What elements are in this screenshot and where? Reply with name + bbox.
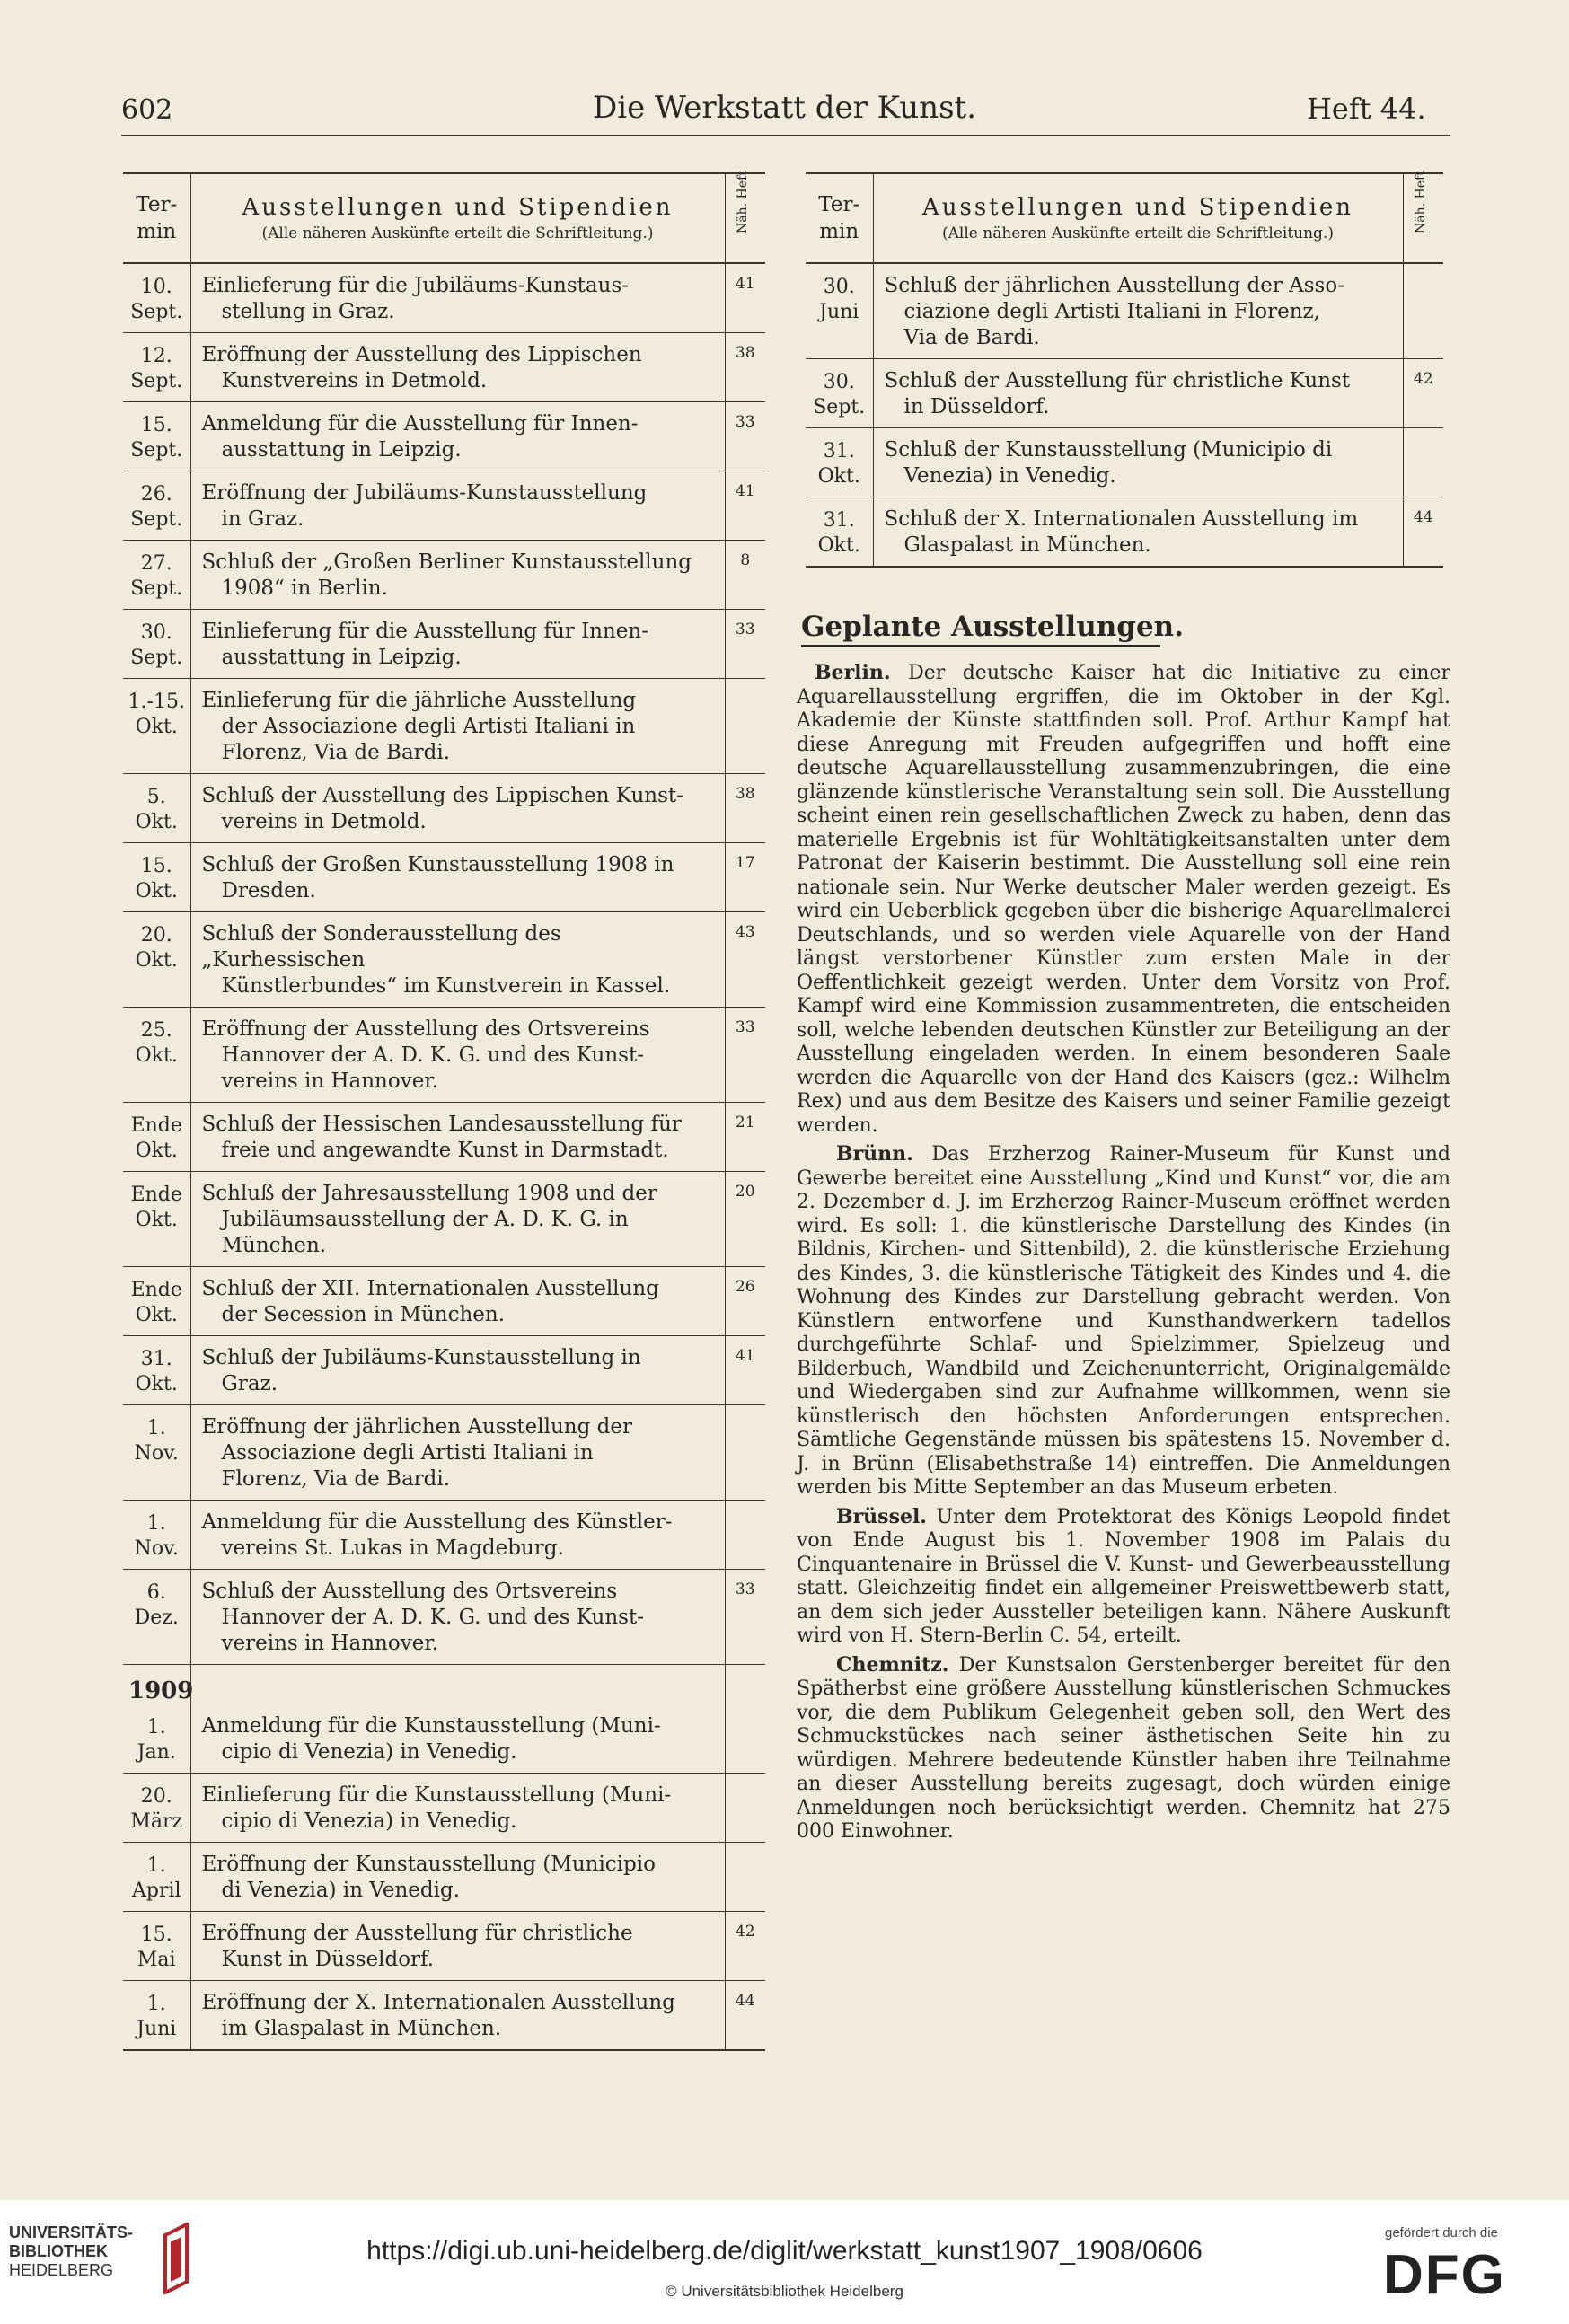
entry-text: Schluß der Ausstellung für christliche Kunst in Düsseldorf. xyxy=(873,359,1403,428)
table-row xyxy=(806,263,1443,359)
table-row xyxy=(123,1336,765,1405)
issue-reference xyxy=(725,1774,765,1843)
issue-reference xyxy=(725,1843,765,1912)
reference-header: Näh. Heft xyxy=(1403,173,1443,263)
table-row xyxy=(123,912,765,1008)
termin-header: Ter-min xyxy=(123,173,190,263)
entry-text: Anmeldung für die Kunstausstellung (Muni- cipio di Venezia) in Venedig. xyxy=(190,1704,725,1774)
date-cell: 10. Sept. xyxy=(130,276,183,323)
date-cell: 31. Okt. xyxy=(123,1336,190,1405)
library-name: UNIVERSITÄTS- BIBLIOTHEK HEIDELBERG xyxy=(9,2223,134,2279)
entry-text: Anmeldung für die Ausstellung für Innen- ausstattung in Leipzig. xyxy=(190,402,725,471)
date-cell: 30. Sept. xyxy=(806,359,873,428)
table-row xyxy=(123,402,765,471)
table-row xyxy=(123,1405,765,1501)
table-row xyxy=(123,1570,765,1665)
heading-underline xyxy=(801,645,1160,647)
place-name: Brünn. xyxy=(836,1142,913,1166)
entry-text: Schluß der Ausstellung des Lippischen Kunst- vereins in Detmold. xyxy=(190,774,725,843)
funding-note: gefördert durch die xyxy=(1385,2225,1498,2240)
date-cell: 15. Sept. xyxy=(123,402,190,471)
table-row xyxy=(806,359,1443,428)
date-cell: 15. Mai xyxy=(123,1912,190,1981)
table-row xyxy=(123,263,765,333)
issue-reference: 44 xyxy=(725,1981,765,2051)
table-row xyxy=(123,1008,765,1103)
article-paragraph: Berlin. Der deutsche Kaiser hat die Initiative zu einer Aquarellausstellung ergriffen, die im Oktober in der Kgl. Akademie der Künste stattfinden soll. Prof. Arthur Kampf hat diese Anregung mit Freuden aufgegriffen und hofft eine deutsche Aquarellausstellung zusammenzubringen, die eine glänzende künstlerische Veranstaltung sein soll. Die Ausstellung scheint einen rein gesellschaftlichen Zweck zu haben, denn das materielle Ergebnis ist für Wohltätigkeitsanstalten unter dem Patronat der Kaiserin bestimmt. Die Ausstellung soll eine rein nationale sein. Nur Werke deutscher Maler werden gezeigt. Es wird ein Ueberblick gegeben über die bisherige Aquarellmalerei Deutschlands, und so werden viele Aquarelle von der Hand längst verstorbener Künstler zum ersten Male in der Oeffentlichkeit gezeigt werden. Unter dem Vorsitz von Prof. Kampf wird eine Kommission zusammentreten, die entscheiden soll, welche lebenden deutschen Künstler zur Beteiligung an der Ausstellung eingeladen werden. In einem besonderen Saale werden die Aquarelle von der Hand des Kaisers (gez.: Wilhelm Rex) und aus dem Besitze des Kaisers und seiner Familie gezeigt werden. xyxy=(797,661,1451,1137)
date-cell: 20. Okt. xyxy=(123,912,190,1008)
table-row xyxy=(123,774,765,843)
date-cell: 12. Sept. xyxy=(123,333,190,402)
title-header: Ausstellungen und Stipendien (Alle näheren Auskünfte erteilt die Schriftleitung.) xyxy=(190,173,725,263)
table-row xyxy=(123,333,765,402)
issue-reference: 21 xyxy=(725,1103,765,1172)
issue-reference: 20 xyxy=(725,1172,765,1267)
entry-text: Schluß der Kunstausstellung (Municipio di Venezia) in Venedig. xyxy=(873,428,1403,497)
place-name: Brüssel. xyxy=(836,1504,927,1528)
empty-cell xyxy=(190,1665,725,1705)
place-name: Chemnitz. xyxy=(836,1652,949,1677)
date-cell: 15. Okt. xyxy=(123,843,190,912)
right-schedule-table xyxy=(806,172,1443,568)
copyright-notice: © Universitätsbibliothek Heidelberg xyxy=(666,2283,903,2300)
entry-text: Schluß der XII. Internationalen Ausstellung der Secession in München. xyxy=(190,1267,725,1336)
entry-text: Eröffnung der X. Internationalen Ausstellung im Glaspalast in München. xyxy=(190,1981,725,2051)
issue-reference: 33 xyxy=(725,402,765,471)
permalink-url[interactable]: https://digi.ub.uni-heidelberg.de/diglit/werkstatt_kunst1907_1908/0606 xyxy=(366,2236,1203,2266)
date-cell: 6. Dez. xyxy=(123,1570,190,1665)
date-cell: Ende Okt. xyxy=(123,1103,190,1172)
empty-cell xyxy=(725,1665,765,1705)
issue-reference: 8 xyxy=(725,541,765,610)
article-heading: Geplante Ausstellungen. xyxy=(801,611,1185,643)
page-number: 602 xyxy=(121,94,173,126)
issue-reference: 33 xyxy=(725,1570,765,1665)
article-paragraph: Brüssel. Unter dem Protektorat des Königs Leopold findet von Ende August bis 1. November 1908 im Palais du Cinquantenaire in Brüssel die V. Kunst- und Gewerbeausstellung statt. Gleichzeitig findet ein allgemeiner Preiswettbewerb statt, an dem sich jeder Aussteller beteiligen kann. Nähere Auskunft wird von H. Stern-Berlin C. 54, erteilt. xyxy=(797,1504,1450,1647)
table-row xyxy=(123,1103,765,1172)
entry-text: Eröffnung der Kunstausstellung (Municipio di Venezia) in Venedig. xyxy=(190,1843,725,1912)
issue-reference xyxy=(725,1704,765,1774)
table-row xyxy=(806,497,1443,568)
issue-reference: 43 xyxy=(725,912,765,1008)
entry-text: Schluß der Hessischen Landesausstellung für freie und angewandte Kunst in Darmstadt. xyxy=(190,1103,725,1172)
table-row xyxy=(123,471,765,541)
year-label: 1909 xyxy=(123,1665,190,1705)
date-cell: Ende Okt. xyxy=(123,1267,190,1336)
issue-reference: 26 xyxy=(725,1267,765,1336)
issue-number: Heft 44. xyxy=(1307,92,1426,126)
issue-reference: 38 xyxy=(725,333,765,402)
date-cell: 27. Sept. xyxy=(123,541,190,610)
issue-reference xyxy=(725,679,765,774)
issue-reference: 17 xyxy=(725,843,765,912)
place-name: Berlin. xyxy=(815,661,891,684)
entry-text: Einlieferung für die Ausstellung für Innen- ausstattung in Leipzig. xyxy=(190,610,725,679)
date-cell: 1. Jan. xyxy=(137,1716,176,1764)
entry-text: Anmeldung für die Ausstellung des Künstler- vereins St. Lukas in Magdeburg. xyxy=(190,1501,725,1570)
entry-text: Eröffnung der Ausstellung für christliche Kunst in Düsseldorf. xyxy=(190,1912,725,1981)
date-cell: 1.-15. Okt. xyxy=(123,679,190,774)
entry-text: Eröffnung der Jubiläums-Kunstausstellung in Graz. xyxy=(190,471,725,541)
article-paragraph: Chemnitz. Der Kunstsalon Gerstenberger bereitet für den Spätherbst eine größere Ausstellung künstlerischen Schmuckes vor, die dem Publikum Gelegenheit geben soll, den Wert des Schmuckstückes nach seiner ästhetischen Seite hin zu würdigen. Mehrere bedeutende Künstler haben ihre Teilnahme an dieser Ausstellung bereits zugesagt, doch würden einige Anmeldungen noch berücksichtigt werden. Chemnitz hat 275 000 Einwohner. xyxy=(797,1652,1450,1843)
date-cell: 25. Okt. xyxy=(123,1008,190,1103)
dfg-logo: DFG xyxy=(1383,2244,1506,2306)
table-row xyxy=(123,1843,765,1912)
date-cell: 26. Sept. xyxy=(123,471,190,541)
running-title: Die Werkstatt der Kunst. xyxy=(592,90,977,126)
entry-text: Einlieferung für die Jubiläums-Kunstaus- stellung in Graz. xyxy=(190,263,725,333)
entry-text: Eröffnung der Ausstellung des Lippischen Kunstvereins in Detmold. xyxy=(190,333,725,402)
date-cell: 30. Juni xyxy=(819,276,859,323)
table-row xyxy=(123,1981,765,2051)
table-row xyxy=(123,1774,765,1843)
table-row xyxy=(123,1267,765,1336)
table-row xyxy=(123,1912,765,1981)
article-body xyxy=(797,661,1450,1849)
date-cell: 20. März xyxy=(123,1774,190,1843)
year-divider xyxy=(123,1665,765,1705)
article-paragraph: Brünn. Das Erzherzog Rainer-Museum für Kunst und Gewerbe bereitet eine Ausstellung „Kind und Kunst“ vor, die am 2. Dezember d. J. im Erzherzog Rainer-Museum eröffnet werden wird. Es soll: 1. die künstlerische Darstellung des Kindes (in Bildnis, Kirchen- und Sittenbild), 2. die künstlerische Erziehung des Kindes, 3. die künstlerische Tätigkeit des Kindes und 4. die Wohnung des Kindes zur Darstellung gebracht werden. Von Künstlern entworfene und Kunsthandwerkern tadellos durchgeführte Schlaf- und Spielzimmer, Spielzeug und Bilderbuch, Wandbild und Zeichenunterricht, Originalgemälde und Wiedergaben sind zur Aufnahme willkommen, wenn sie künstlerisch den höchsten Anforderungen entsprechen. Sämtliche Gegenstände müssen bis spätestens 15. November d. J. in Brünn (Elisabethstraße 14) eintreffen. Die Anmeldungen werden bis Mitte September an das Museum erbeten. xyxy=(797,1142,1450,1499)
table-row xyxy=(123,843,765,912)
table-row xyxy=(123,610,765,679)
date-cell: 1. Nov. xyxy=(123,1501,190,1570)
date-cell: 30. Sept. xyxy=(123,610,190,679)
table-row xyxy=(123,541,765,610)
date-cell: 1. April xyxy=(123,1843,190,1912)
issue-reference: 44 xyxy=(1403,497,1443,568)
date-cell: 31. Okt. xyxy=(806,428,873,497)
issue-reference xyxy=(1403,428,1443,497)
entry-text: Schluß der „Großen Berliner Kunstausstellung 1908“ in Berlin. xyxy=(190,541,725,610)
issue-reference: 42 xyxy=(725,1912,765,1981)
date-cell: Ende Okt. xyxy=(123,1172,190,1267)
table-row xyxy=(123,1172,765,1267)
termin-header: Ter-min xyxy=(806,173,873,263)
table-row xyxy=(123,679,765,774)
date-cell: 5. Okt. xyxy=(123,774,190,843)
date-cell: 31. Okt. xyxy=(806,497,873,568)
header-rule xyxy=(121,135,1450,136)
entry-text: Schluß der X. Internationalen Ausstellung im Glaspalast in München. xyxy=(873,497,1403,568)
issue-reference xyxy=(1403,263,1443,359)
entry-text: Einlieferung für die Kunstausstellung (Muni- cipio di Venezia) in Venedig. xyxy=(190,1774,725,1843)
table-row xyxy=(123,1501,765,1570)
issue-reference: 41 xyxy=(725,471,765,541)
reference-header: Näh. Heft xyxy=(725,173,765,263)
entry-text: Schluß der Jahresausstellung 1908 und der Jubiläumsausstellung der A. D. K. G. in München. xyxy=(190,1172,725,1267)
entry-text: Schluß der Großen Kunstausstellung 1908 in Dresden. xyxy=(190,843,725,912)
entry-text: Schluß der Sonderausstellung des „Kurhessischen Künstlerbundes“ im Kunstverein in Kassel. xyxy=(190,912,725,1008)
entry-text: Schluß der jährlichen Ausstellung der Asso- ciazione degli Artisti Italiani in Florenz, Via de Bardi. xyxy=(873,263,1403,359)
issue-reference: 38 xyxy=(725,774,765,843)
issue-reference: 41 xyxy=(725,263,765,333)
entry-text: Eröffnung der Ausstellung des Ortsvereins Hannover der A. D. K. G. und des Kunst- vereins in Hannover. xyxy=(190,1008,725,1103)
issue-reference: 41 xyxy=(725,1336,765,1405)
table-row xyxy=(806,428,1443,497)
entry-text: Schluß der Ausstellung des Ortsvereins Hannover der A. D. K. G. und des Kunst- vereins in Hannover. xyxy=(190,1570,725,1665)
title-header: Ausstellungen und Stipendien (Alle näheren Auskünfte erteilt die Schriftleitung.) xyxy=(873,173,1403,263)
issue-reference: 33 xyxy=(725,610,765,679)
issue-reference xyxy=(725,1405,765,1501)
date-cell: 1. Nov. xyxy=(123,1405,190,1501)
entry-text: Schluß der Jubiläums-Kunstausstellung in Graz. xyxy=(190,1336,725,1405)
issue-reference: 33 xyxy=(725,1008,765,1103)
footer-bar xyxy=(0,2200,1569,2324)
left-schedule-table xyxy=(123,172,765,2051)
date-cell: 1. Juni xyxy=(123,1981,190,2051)
entry-text: Einlieferung für die jährliche Ausstellung der Associazione degli Artisti Italiani in Florenz, Via de Bardi. xyxy=(190,679,725,774)
issue-reference xyxy=(725,1501,765,1570)
table-row xyxy=(123,1704,765,1774)
entry-text: Eröffnung der jährlichen Ausstellung der Associazione degli Artisti Italiani in Florenz, Via de Bardi. xyxy=(190,1405,725,1501)
issue-reference: 42 xyxy=(1403,359,1443,428)
